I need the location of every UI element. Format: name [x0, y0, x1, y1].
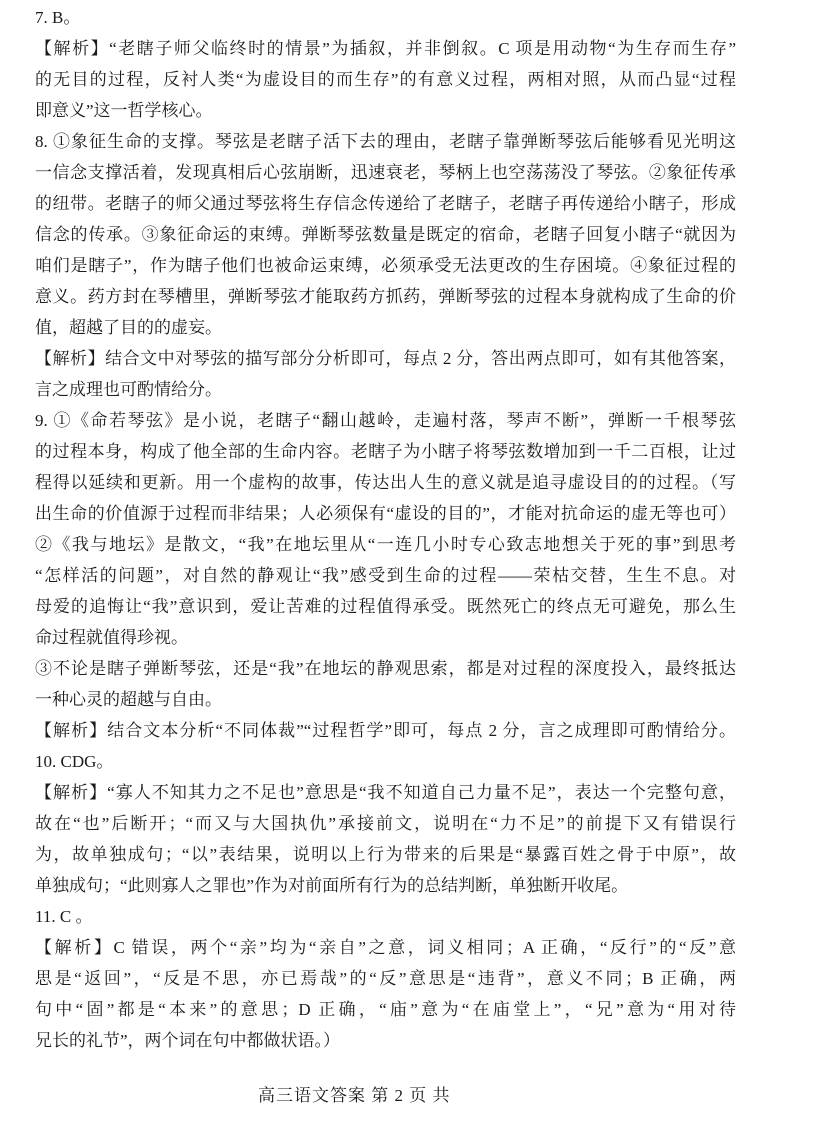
- answer-key-page: [35, 2, 736, 1056]
- question-10-analysis: [35, 777, 736, 901]
- text-line: 出生命的价值源于过程而非结果；人必须保有“虚设的目的”，才能对抗命运的虚无等也可）: [35, 504, 736, 523]
- text-line: 的无目的过程，反衬人类“为虚设目的而生存”的有意义过程，两相对照，从而凸显“过程: [35, 70, 736, 89]
- text-line: 咱们是瞎子”，作为瞎子他们也被命运束缚，必须承受无法更改的生存困境。④象征过程的: [35, 256, 736, 275]
- page-footer: 高三语文答案 第 2 页 共: [258, 1086, 451, 1105]
- question-11-answer: [35, 901, 736, 932]
- question-9-point-3: [35, 653, 736, 715]
- question-9-analysis: [35, 715, 736, 746]
- text-line: 句中“固”都是“本来”的意思；D 正确，“庙”意为“在庙堂上”，“兄”意为“用对待: [35, 1000, 736, 1019]
- text-line: 一信念支撑活着，发现真相后心弦崩断，迅速衰老，琴柄上也空荡荡没了琴弦。②象征传承: [35, 163, 736, 182]
- text-line: “怎样活的问题”，对自然的静观让“我”感受到生命的过程——荣枯交替，生生不息。对: [35, 566, 736, 585]
- question-8-answer: [35, 126, 736, 343]
- text-line: 【解析】C 错误，两个“亲”均为“亲自”之意，词义相同；A 正确，“反行”的“反”意: [35, 938, 736, 957]
- text-line: 【解析】结合文本分析“不同体裁”“过程哲学”即可，每点 2 分，言之成理即可酌情给分。: [35, 721, 736, 740]
- text-line: 值，超越了目的的虚妄。: [35, 318, 222, 337]
- text-line: 的过程本身，构成了他全部的生命内容。老瞎子为小瞎子将琴弦数增加到一千二百根，让过: [35, 442, 736, 461]
- text-line: 兄长的礼节”，两个词在句中都做状语。）: [35, 1031, 341, 1050]
- text-line: 11. C 。: [35, 907, 93, 926]
- text-line: 故在“也”后断开；“而又与大国执仇”承接前文，说明在“力不足”的前提下又有错误行: [35, 814, 736, 833]
- text-line: 【解析】结合文中对琴弦的描写部分分析即可，每点 2 分，答出两点即可，如有其他答案，: [35, 349, 736, 368]
- question-11-analysis: [35, 932, 736, 1056]
- text-line: 信念的传承。③象征命运的束缚。弹断琴弦数量是既定的宿命，老瞎子回复小瞎子“就因为: [35, 225, 736, 244]
- question-7-analysis: [35, 33, 736, 126]
- question-10-answer: [35, 746, 736, 777]
- text-line: 7. B。: [35, 8, 81, 27]
- text-line: 【解析】“老瞎子师父临终时的情景”为插叙，并非倒叙。C 项是用动物“为生存而生存”: [35, 39, 736, 58]
- text-line: 单独成句；“此则寡人之罪也”作为对前面所有行为的总结判断，单独断开收尾。: [35, 876, 629, 895]
- text-line: 即意义”这一哲学核心。: [35, 101, 213, 120]
- question-8-analysis: [35, 343, 736, 405]
- text-line: 为，故单独成句；“以”表结果，说明以上行为带来的后果是“暴露百姓之骨于中原”，故: [35, 845, 736, 864]
- text-line: 意义。药方封在琴槽里，弹断琴弦才能取药方抓药，弹断琴弦的过程本身就构成了生命的价: [35, 287, 736, 306]
- text-line: 命过程就值得珍视。: [35, 628, 188, 647]
- text-line: 思是“返回”，“反是不思，亦已焉哉”的“反”意思是“违背”，意义不同；B 正确，两: [35, 969, 736, 988]
- question-9-point-1: [35, 405, 736, 529]
- question-7-answer: [35, 2, 736, 33]
- text-line: 一种心灵的超越与自由。: [35, 690, 222, 709]
- text-line: 【解析】“寡人不知其力之不足也”意思是“我不知道自己力量不足”，表达一个完整句意，: [35, 783, 736, 802]
- text-line: 的纽带。老瞎子的师父通过琴弦将生存信念传递给了老瞎子，老瞎子再传递给小瞎子，形成: [35, 194, 736, 213]
- text-line: 言之成理也可酌情给分。: [35, 380, 222, 399]
- text-line: 9. ①《命若琴弦》是小说，老瞎子“翻山越岭，走遍村落，琴声不断”，弹断一千根琴弦: [35, 411, 736, 430]
- text-line: 母爱的追悔让“我”意识到，爱让苦难的过程值得承受。既然死亡的终点无可避免，那么生: [35, 597, 736, 616]
- question-9-point-2: [35, 529, 736, 653]
- text-line: 10. CDG。: [35, 752, 114, 771]
- text-line: ③不论是瞎子弹断琴弦，还是“我”在地坛的静观思索，都是对过程的深度投入，最终抵达: [35, 659, 736, 678]
- text-line: 程得以延续和更新。用一个虚构的故事，传达出人生的意义就是追寻虚设目的的过程。（写: [35, 473, 736, 492]
- text-line: 8. ①象征生命的支撑。琴弦是老瞎子活下去的理由，老瞎子靠弹断琴弦后能够看见光明这: [35, 132, 736, 151]
- text-line: ②《我与地坛》是散文，“我”在地坛里从“一连几小时专心致志地想关于死的事”到思考: [35, 535, 736, 554]
